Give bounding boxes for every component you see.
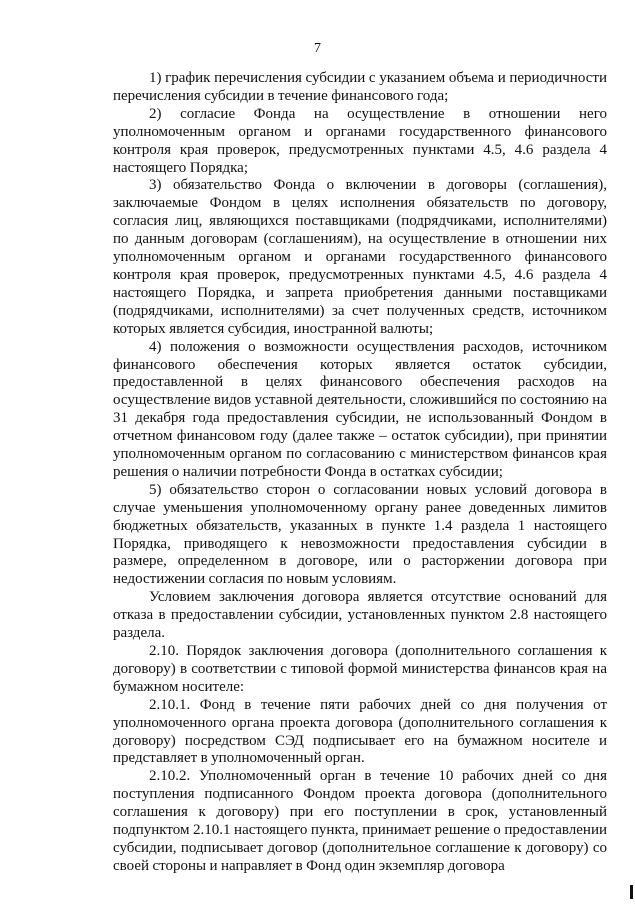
paragraph-condition: Условием заключения договора является отсутствие оснований для отказа в предоставлении субсидии, установленных пунктом 2.8 настоящего раздела. (113, 589, 607, 642)
page-number: 7 (314, 41, 321, 56)
paragraph-item-2: 2) согласие Фонда на осуществление в отношении него уполномоченным органом и органами государственного финансового контроля края проверок, предусмотренных пунктами 4.5, 4.6 раздела 4 настоящего Порядка; (113, 105, 607, 176)
paragraph-2-10-1: 2.10.1. Фонд в течение пяти рабочих дней со дня получения от уполномоченного органа проекта договора (дополнительного соглашения к договору) посредством СЭД подписывает его на бумажном носителе и представляет в уполномоченный орган. (113, 696, 607, 767)
paragraph-item-5: 5) обязательство сторон о согласовании новых условий договора в случае уменьшения уполномоченному органу ранее доведенных лимитов бюджетных обязательств, указанных в пункте 1.4 раздела 1 настоящего Порядка, приводящего к невозможности предоставления субсидии в размере, определенном в договоре, или о расторжении договора при недостижении согласия по новым условиям. (113, 481, 607, 588)
paragraph-2-10: 2.10. Порядок заключения договора (дополнительного соглашения к договору) в соответствии с типовой формой министерства финансов края на бумажном носителе: (113, 643, 607, 695)
paragraph-item-4: 4) положения о возможности осуществления расходов, источником финансового обеспечения которых является остаток субсидии, предоставленной в целях финансового обеспечения расходов на осуществление видов уставной деятельности, сложившийся по состоянию на 31 декабря года предоставления субсидии, не использованный Фондом в отчетном финансовом году (далее также – остаток субсидии), при принятии уполномоченным органом по согласованию с министерством финансов края решения о наличии потребности Фонда в остатках субсидии; (113, 338, 607, 480)
paragraph-item-3: 3) обязательство Фонда о включении в договоры (соглашения), заключаемые Фондом в целях исполнения обязательств по договору, согласия лиц, являющихся поставщиками (подрядчиками, исполнителями) по данным договорам (соглашениям), на осуществление в отношении них уполномоченным органом и органами государственного финансового контроля края проверок, предусмотренных пунктами 4.5, 4.6 раздела 4 настоящего Порядка, и запрета приобретения данными поставщиками (подрядчиками, исполнителями) за счет полученных средств, источником которых является субсидия, иностранной валюты; (113, 177, 607, 337)
edge-mark (630, 885, 633, 899)
paragraph-2-10-2: 2.10.2. Уполномоченный орган в течение 10 рабочих дней со дня поступления подписанного Фондом проекта договора (дополнительного соглашения к договору) при его поступлении в срок, установленный подпунктом 2.10.1 настоящего пункта, принимает решение о предоставлении субсидии, подписывает договор (дополнительное соглашение к договору) со своей стороны и направляет в Фонд один экземпляр договора (113, 768, 607, 874)
document-body (113, 70, 607, 876)
paragraph-item-1: 1) график перечисления субсидии с указанием объема и периодичности перечисления субсидии в течение финансового года; (113, 70, 607, 104)
